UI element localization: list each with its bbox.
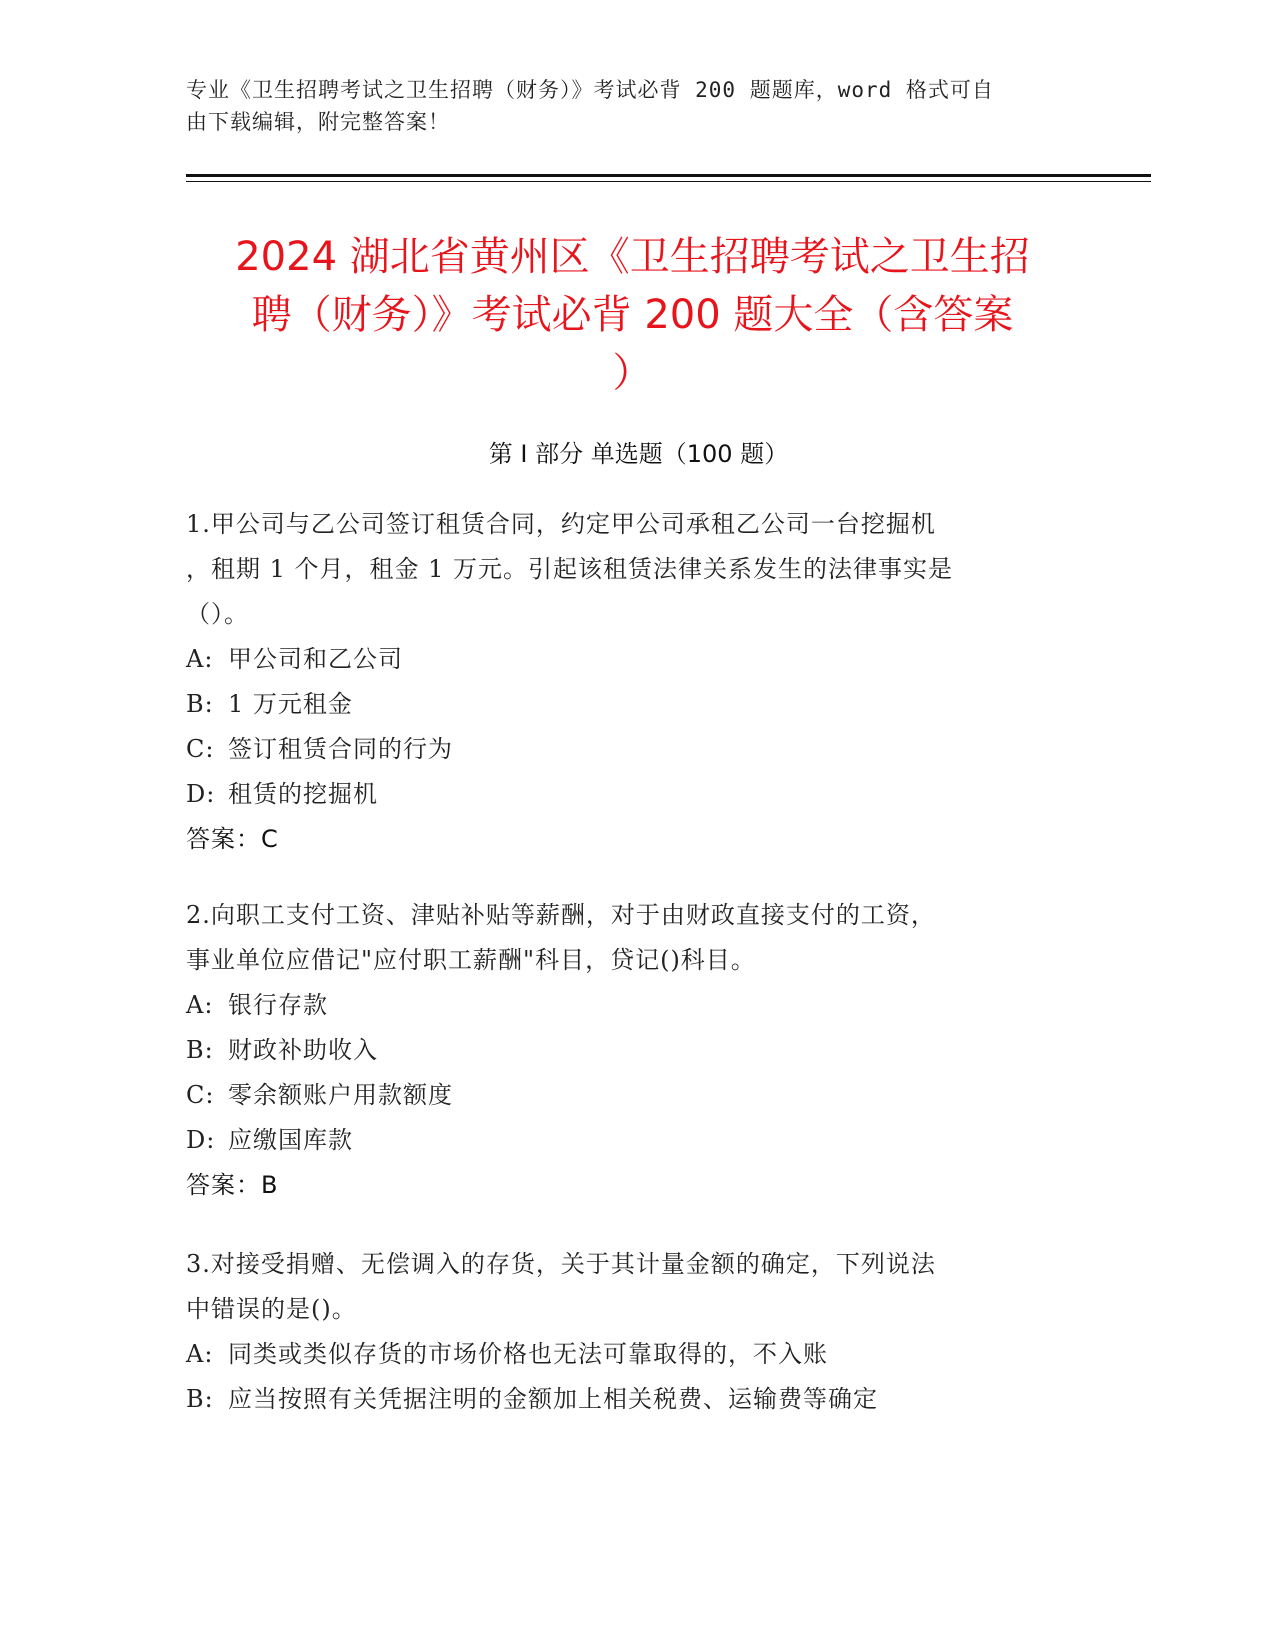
stem-line: 3.对接受捐赠、无偿调入的存货，关于其计量金额的确定，下列说法: [186, 1250, 936, 1278]
option-letter: B:: [186, 1385, 214, 1413]
option-letter: B:: [186, 690, 214, 718]
intro-line: 专业《卫生招聘考试之卫生招聘（财务）》考试必背 200 题题库，word 格式可自: [186, 78, 994, 102]
option-c: [186, 727, 1066, 772]
stem-line: 1.甲公司与乙公司签订租赁合同，约定甲公司承租乙公司一台挖掘机: [186, 510, 936, 538]
option-a: [186, 983, 1066, 1028]
title-line: 2024 湖北省黄州区《卫生招聘考试之卫生招: [235, 234, 1030, 280]
question-stem: [186, 1242, 1066, 1332]
stem-line: ，租期 1 个月，租金 1 万元。引起该租赁法律关系发生的法律事实是: [186, 555, 954, 583]
option-b: [186, 682, 1066, 727]
option-text: 零余额账户用款额度: [228, 1081, 453, 1109]
question-1: [186, 502, 1066, 862]
header-divider-thick: [186, 174, 1151, 177]
option-letter: D:: [186, 780, 216, 808]
option-a: [186, 1332, 1066, 1377]
intro-line: 由下载编辑，附完整答案！: [186, 110, 450, 134]
answer: 答案：B: [186, 1171, 279, 1199]
header-divider-thin: [186, 181, 1151, 182]
option-text: 同类或类似存货的市场价格也无法可靠取得的，不入账: [228, 1340, 828, 1368]
option-d: [186, 772, 1066, 817]
section-heading: 第 I 部分 单选题（100 题）: [488, 440, 789, 468]
stem-line: （）。: [186, 600, 249, 628]
intro-text: [186, 74, 1086, 138]
option-letter: A:: [186, 645, 214, 673]
option-d: [186, 1118, 1066, 1163]
option-letter: C:: [186, 735, 215, 763]
stem-line: 事业单位应借记"应付职工薪酬"科目，贷记()科目。: [186, 946, 756, 974]
option-c: [186, 1073, 1066, 1118]
option-text: 应缴国库款: [228, 1126, 353, 1154]
stem-line: 中错误的是()。: [186, 1295, 357, 1323]
option-text: 甲公司和乙公司: [228, 645, 403, 673]
answer: 答案：C: [186, 825, 279, 853]
option-text: 签订租赁合同的行为: [228, 735, 453, 763]
option-text: 1 万元租金: [228, 690, 353, 718]
question-stem: [186, 893, 1066, 983]
option-text: 租赁的挖掘机: [228, 780, 378, 808]
option-letter: A:: [186, 991, 214, 1019]
option-letter: A:: [186, 1340, 214, 1368]
option-text: 应当按照有关凭据注明的金额加上相关税费、运输费等确定: [228, 1385, 878, 1413]
option-b: [186, 1377, 1066, 1422]
option-letter: C:: [186, 1081, 215, 1109]
question-stem: [186, 502, 1066, 637]
stem-line: 2.向职工支付工资、津贴补贴等薪酬，对于由财政直接支付的工资，: [186, 901, 936, 929]
option-text: 银行存款: [228, 991, 328, 1019]
option-a: [186, 637, 1066, 682]
title-line: ）: [612, 350, 653, 396]
document-title: [180, 228, 1085, 402]
option-letter: D:: [186, 1126, 216, 1154]
option-text: 财政补助收入: [228, 1036, 378, 1064]
title-line: 聘（财务）》考试必背 200 题大全（含答案: [251, 292, 1014, 338]
question-2: [186, 893, 1066, 1208]
option-b: [186, 1028, 1066, 1073]
option-letter: B:: [186, 1036, 214, 1064]
question-3: [186, 1242, 1066, 1422]
